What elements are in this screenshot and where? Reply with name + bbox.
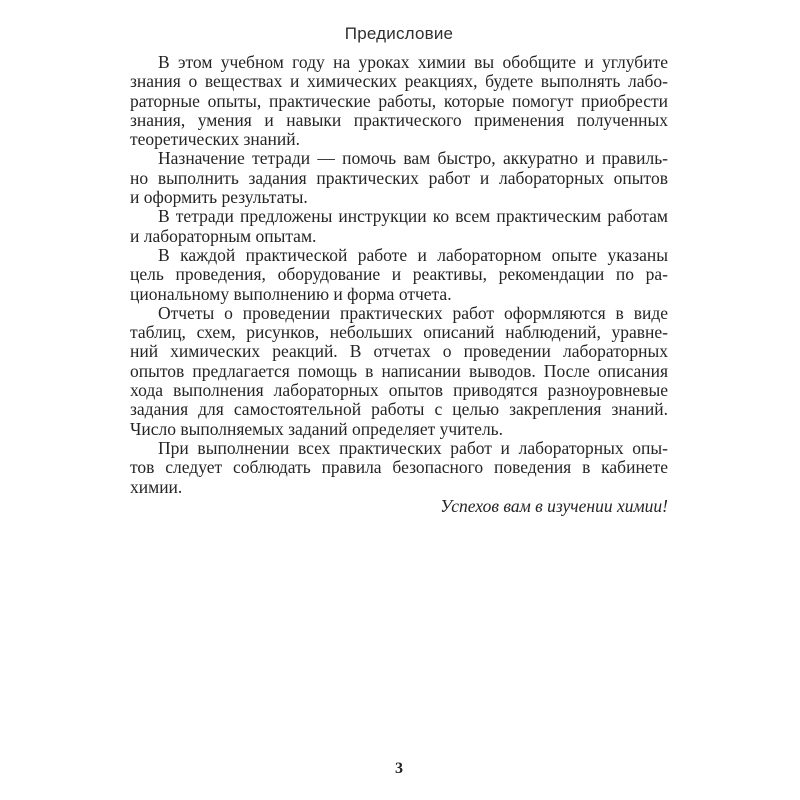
paragraph [130,439,668,497]
text-line: таблиц, схем, рисунков, небольших описаний наблюдений, уравне- [130,323,668,343]
text-line: циональному выполнению и форма отчета. [130,284,452,304]
text-line: В каждой практической работе и лабораторном опыте указаны [158,245,668,265]
text-line: знания о веществах и химических реакциях, будете выполнять лабо- [130,72,668,92]
text-line: цель проведения, оборудование и реактивы, рекомендации по ра- [130,265,668,285]
closing-wish-line: Успехов вам в изучении химии! [440,495,668,516]
text-line: В тетради предложены инструкции ко всем практическим работам [158,207,668,227]
paragraph [130,149,668,207]
paragraph [130,207,668,246]
paragraph [130,304,668,439]
text-line: При выполнении всех практических работ и лабораторных опы- [158,438,668,458]
paragraph [130,53,668,149]
text-line: Назначение тетради — помочь вам быстро, аккуратно и правиль- [158,149,668,169]
text-line: и лабораторным опытам. [130,226,317,246]
text-line: опытов предлагается помощь в написании выводов. После описания [130,361,668,381]
text-line: Число выполняемых заданий определяет учитель. [130,419,504,439]
page-title: Предисловие [344,24,454,43]
text-line: и оформить результаты. [130,188,308,208]
text-line: раторные опыты, практические работы, которые помогут приобрести [130,91,668,111]
paragraph [130,246,668,304]
text-line: В этом учебном году на уроках химии вы обобщите и углубите [158,53,668,72]
text-line: задания для самостоятельной работы с целью закрепления знаний. [130,400,668,420]
text-line: но выполнить задания практических работ и лабораторных опытов [130,168,668,188]
page-number: 3 [395,760,403,777]
text-line: Отчеты о проведении практических работ оформляются в виде [158,303,668,323]
text-line: ний химических реакций. В отчетах о проведении лабораторных [130,342,668,362]
text-line: тов следует соблюдать правила безопасного поведения в кабинете [130,458,668,478]
text-line: хода выполнения лабораторных опытов приводятся разноуровневые [130,381,668,401]
text-line: знания, умения и навыки практического применения полученных [130,110,668,130]
text-line: теоретических знаний. [130,130,300,150]
preface-text [130,53,668,516]
text-line: химии. [130,477,183,497]
